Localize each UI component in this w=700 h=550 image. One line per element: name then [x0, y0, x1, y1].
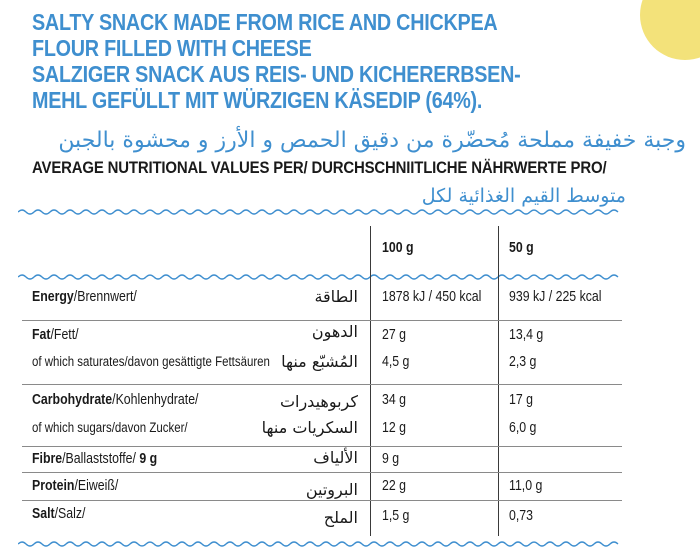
row-fat-100g: 27 g — [382, 327, 406, 343]
label-rest: /Salz/ — [54, 506, 86, 522]
column-divider-1 — [370, 226, 371, 536]
label-bold: Salt — [32, 506, 55, 522]
row-carbohydrate-50g: 17 g — [509, 392, 533, 408]
row-sugars-label — [32, 420, 188, 435]
label-rest: of which sugars/davon Zucker/ — [32, 420, 188, 435]
label-rest: /Ballaststoffe/ — [62, 451, 140, 467]
label-rest: /Eiweiß/ — [74, 478, 119, 494]
row-divider-fat — [22, 384, 622, 385]
column-divider-2 — [498, 226, 499, 536]
wave-divider-header — [18, 273, 622, 281]
row-salt-100g: 1,5 g — [382, 508, 410, 524]
title-line-4: MEHL GEFÜLLT MIT WÜRZIGEN KÄSEDIP (64%). — [32, 87, 483, 113]
row-saturates-arabic: المُشبّع منها — [281, 352, 358, 371]
label-bold: Energy — [32, 289, 74, 305]
row-energy-arabic: الطاقة — [314, 287, 358, 306]
row-fibre-100g: 9 g — [382, 451, 400, 467]
average-values-label: AVERAGE NUTRITIONAL VALUES PER/ DURCHSCHNIITLICHE NÄHRWERTE PRO/ — [32, 158, 607, 177]
row-protein-arabic: البروتين — [305, 480, 358, 499]
row-sugars-arabic: السكريات منها — [261, 418, 358, 437]
row-carbohydrate-100g: 34 g — [382, 392, 406, 408]
row-fibre-label — [32, 451, 157, 467]
column-header-50g: 50 g — [509, 240, 534, 256]
row-carbohydrate-label — [32, 392, 198, 408]
average-values-label-arabic: متوسط القيم الغذائية لكل — [421, 185, 626, 207]
row-energy-label — [32, 289, 137, 305]
row-carbohydrate-arabic: كربوهيدرات — [279, 392, 358, 411]
row-energy-50g: 939 kJ / 225 kcal — [509, 289, 602, 305]
label-rest: /Brennwert/ — [73, 289, 137, 305]
label-rest: of which saturates/davon gesättigte Fettsäuren — [32, 354, 270, 369]
row-fat-label — [32, 327, 79, 343]
label-bold: Fat — [32, 327, 51, 343]
row-salt-label — [32, 506, 85, 522]
product-title — [32, 9, 582, 113]
column-header-100g: 100 g — [382, 240, 414, 256]
row-fat-50g: 13,4 g — [509, 327, 544, 343]
label-bold: Protein — [32, 478, 75, 494]
row-sugars-50g: 6,0 g — [509, 420, 537, 436]
row-protein-label — [32, 478, 118, 494]
title-line-3: SALZIGER SNACK AUS REIS- UND KICHERERBSEN- — [32, 61, 521, 87]
row-saturates-100g: 4,5 g — [382, 354, 410, 370]
row-salt-50g: 0,73 — [509, 508, 533, 524]
row-saturates-label — [32, 354, 270, 369]
row-energy-100g: 1878 kJ / 450 kcal — [382, 289, 482, 305]
corner-decoration — [640, 0, 700, 60]
product-title-arabic: وجبة خفيفة مملحة مُحضّرة من دقيق الحمص و الأرز و محشوة بالجبن — [58, 128, 686, 153]
row-sugars-100g: 12 g — [382, 420, 406, 436]
label-bold-suffix: 9 g — [139, 451, 158, 467]
row-protein-100g: 22 g — [382, 478, 406, 494]
row-divider-carbohydrate — [22, 446, 622, 447]
label-rest: /Fett/ — [50, 327, 79, 343]
wave-divider-top — [18, 208, 622, 216]
label-bold: Fibre — [32, 451, 63, 467]
label-rest: /Kohlenhydrate/ — [112, 392, 199, 408]
row-saturates-50g: 2,3 g — [509, 354, 537, 370]
row-protein-50g: 11,0 g — [509, 478, 543, 494]
row-divider-protein — [22, 500, 622, 501]
row-divider-fibre — [22, 472, 622, 473]
title-line-2: FLOUR FILLED WITH CHEESE — [32, 35, 312, 61]
row-divider-energy — [22, 320, 622, 321]
row-salt-arabic: الملح — [323, 508, 358, 527]
title-line-1: SALTY SNACK MADE FROM RICE AND CHICKPEA — [32, 9, 498, 35]
label-bold: Carbohydrate — [32, 392, 113, 408]
row-fibre-arabic: الألياف — [313, 448, 358, 467]
wave-divider-bottom — [18, 540, 622, 548]
row-fat-arabic: الدهون — [311, 322, 358, 341]
